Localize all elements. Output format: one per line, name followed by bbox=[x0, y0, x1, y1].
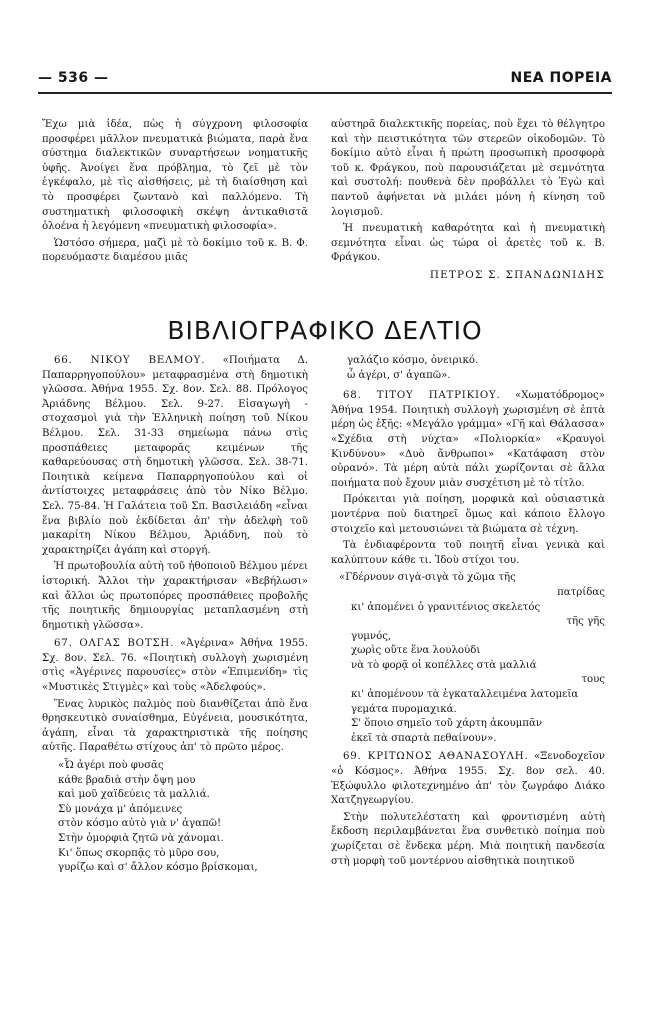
page-header bbox=[38, 66, 612, 90]
entry-heading: 68. ΤΙΤΟΥ ΠΑΤΡΙΚΙΟΥ. bbox=[343, 390, 501, 402]
poem-line: τους bbox=[581, 674, 605, 686]
entry-paragraph: Τὰ ἐνδιαφέροντα τοῦ ποιητῆ εἶναι γενικὰ καὶ καλύπτουν κάθε τι. Ἰδοὺ στίχοι του. bbox=[331, 540, 605, 566]
poem-line: γεμάτα πυρομαχικά. bbox=[351, 703, 457, 715]
essay-paragraph: Ὡστόσο σήμερα, μαζὶ μὲ τὸ δοκίμιο τοῦ κ. Β. Φ. πορευόμαστε διαμέσου μιᾶς bbox=[42, 237, 308, 264]
poem-line: Σὺ μονάχα μ' ἀπόμεινες bbox=[58, 803, 183, 815]
journal-title: ΝΕΑ ΠΟΡΕΙΑ bbox=[510, 70, 612, 86]
poem-line: κάθε βραδιὰ στὴν ὄψη μου bbox=[58, 774, 196, 786]
bottom-left-column bbox=[42, 354, 308, 880]
entry-paragraph: Στὴν πολυτελέστατη καὶ φροντισμένη αὐτὴ ἔκδοση περιλαμβάνεται ἕνα συνθετικὸ ποίημα ποὺ χωρίζεται σὲ ἕνδεκα μέρη. Μιὰ ποιητικὴ πανδεσία στὴ μορφὴ τοῦ μοντέρνου αἰσθητικὰ ποιητικοῦ bbox=[331, 811, 605, 867]
poem-line: νὰ τὸ φορᾷ οἱ κοπέλλες στὰ μαλλιά bbox=[351, 659, 537, 671]
entry-heading: 69. ΚΡΙΤΩΝΟΣ ΑΘΑΝΑΣΟΥΛΗ. bbox=[343, 751, 529, 763]
author-signature: ΠΕΤΡΟΣ Σ. ΣΠΑΝΔΩΝΙΔΗΣ bbox=[429, 268, 605, 281]
top-left-column bbox=[42, 118, 308, 268]
poem-line: Στὴν ὁμορφιὰ ζητῶ νὰ χάνομαι. bbox=[58, 833, 224, 844]
essay-paragraph: αὐστηρᾶ διαλεκτικῆς πορείας, ποὺ ἔχει τὸ θέλγητρο καὶ τὴν πειστικότητα τῶν στερεῶν οἰκοδομῶν. Τὸ δοκίμιο αὐτὸ εἶναι ἡ πρώτη προσωπικὴ προσφορὰ τοῦ κ. Φράγκου, ποὺ παρουσιάζεται μὲ σεμνότητα καὶ συστολή: πουθενὰ δὲν προβάλλει τὸ Ἐγὼ καὶ παντοῦ ἀφήνεται νὰ μιλάει μόνη ἡ κίνηση τοῦ λογισμοῦ. bbox=[331, 119, 605, 218]
header-rule bbox=[38, 92, 612, 94]
entry-paragraph: Ἡ πρωτοβουλία αὐτὴ τοῦ ἠθοποιοῦ Βέλμου μένει ἱστορική. Ἄλλοι τὴν χαρακτήρισαν «Βεβήλωσι» καὶ ἄλλοι ὡς πρωτοπόρες προσπάθειες προβολῆς τῆς ποιητικῆς δημιουργίας μεταπλασμένη στὴ δημοτικὴ γλῶσσα». bbox=[42, 561, 308, 631]
poem-line: χωρὶς οὔτε ἕνα λουλούδι bbox=[351, 645, 481, 657]
essay-paragraph: Ἔχω μιὰ ἰδέα, πὼς ἡ σύγχρονη φιλοσοφία προσφέρει μᾶλλον πνευματικὰ βιώματα, παρὰ ἕνα σύστημα διαλεκτικῶν συναρτήσεων νοηματικῆς ὑφῆς. Ἀνοίγει ἕνα πρόβλημα, τὸ ζεῖ μὲ τὸν ἐγκέφαλο, μὲ τὶς αἰσθήσεις, μὲ τὴ διαίσθηση καὶ τὸ προσφέρει ζωντανὸ καὶ παλλόμενο. Τὴ συστηματικὴ φιλοσοφικὴ σκέψη ἀντικαθιστᾶ ὁλοένα ἡ λεγόμενη «πνευματικὴ φιλοσοφία». bbox=[42, 119, 308, 233]
entry-text: «Χωματόδρομος» Ἀθήνα 1954. Ποιητικὴ συλλογὴ χωρισμένη σὲ ἑπτὰ μέρη ὡς ἑξῆς: «Μεγάλο γράμμα» «Γῆ καὶ Θάλασσα» «Σχέδια στὴ νύχτα» «Πολιορκία» «Κραυγοὶ Κινδύνου» «Δυὸ ἄνθρωποι» «Κατάφαση στὸν οὐρανό». Τὰ μέρη αὐτὰ πάλι χωρίζονται σὲ ἄλλα ποιήματα ποὺ ἔχουν μιὰν συσχέτιση μὲ τὸ τίτλο. bbox=[331, 390, 605, 489]
entry-heading: 67. ΟΛΓΑΣ ΒΟΤΣΗ. bbox=[54, 638, 175, 650]
poem-line: γυρίζω καὶ σ' ἄλλον κόσμο βρίσκομαι, bbox=[58, 862, 258, 874]
bottom-right-column bbox=[331, 354, 605, 871]
entry-paragraph: Πρόκειται γιὰ ποίηση, μορφικὰ καὶ οὐσιαστικὰ μοντέρνα ποὺ διατηρεῖ ὅμως καὶ κάποιο ἔλλογο στοιχεῖο καὶ μετουσιώνει τὰ βιώματα σὲ τέχνη. bbox=[331, 494, 605, 535]
poem-line: καὶ μοῦ χαϊδεύεις τὰ μαλλιά. bbox=[58, 789, 210, 801]
poem-line: πατρίδας bbox=[557, 586, 605, 598]
entry-paragraph: Ἕνας λυρικὸς παλμὸς ποὺ διανθίζεται ἀπὸ ἕνα θρησκευτικὸ συναίσθημα, Εὐγένεια, μουσικότητα, ἀγάπη, εἶναι τὰ χαρακτηριστικὰ τῆς ποίησης αὐτῆς. Παραθέτω στίχους ἀπ' τὸ πρῶτο μέρος. bbox=[42, 698, 308, 754]
poem-line: Σ' ὅποιο σημεῖο τοῦ χάρτη ἀκουμπᾶν bbox=[351, 718, 543, 730]
entry-text: «Ξενοδοχεῖον «ὁ Κόσμος». Ἀθήνα 1955. Σχ. 8ον σελ. 40. Ἐξώφυλλο φιλοτεχνημένο ἀπ' τὸν ζωγράφο Διάκο Χατζηγεωργίου. bbox=[331, 751, 605, 807]
entry-66 bbox=[42, 354, 308, 558]
entry-heading: 66. ΝΙΚΟΥ ΒΕΛΜΟΥ. bbox=[54, 355, 206, 366]
poem-line: κι' ἀπομένει ὁ γρανιτένιος σκελετός bbox=[351, 601, 541, 613]
page-number: — 536 — bbox=[38, 70, 109, 86]
entry-text: «Ποιήματα Δ. Παπαρρηγοπούλου» μεταφρασμένα στὴ δημοτικὴ γλῶσσα. Ἀθήνα 1955. Σχ. 8ον. Σελ. 88. Πρόλογος Ἀριάδνης Βέλμου. Σελ. 9-27. Εἰσαγωγὴ - στοχασμοὶ γιὰ τὴν Ἑλληνικὴ ποίηση τοῦ Νίκου Βέλμου. Σελ. 31-33 σημείωμα πάνω στὶς προσπάθειες μεταφορᾶς κειμένων τῆς καθαρεύουσας στὴ δημοτικὴ γλῶσσα. Σελ. 38-71. Ποιητικὰ κείμενα Παπαρρηγοπούλου καὶ οἱ ἀντίστοιχες μεταφράσεις ἀπὸ τὸν Νίκο Βέλμο. Σελ. 75-84. Ἡ Γαλάτεια τοῦ Σπ. Βασιλειάδη «εἶναι ἕνα βιβλίο ποὺ ἐκδίδεται ἀπ' τὴν ἀδελφὴ τοῦ μακαρίτη Νίκου Βέλμου, Ἀριάδνη, ποὺ τὸ χαρακτηρίζει ἀγάπη καὶ στοργή. bbox=[42, 355, 309, 556]
poem-line: ὦ ἀγέρι, σ' ἀγαπῶ». bbox=[347, 369, 451, 381]
entry-67 bbox=[42, 637, 308, 695]
poem-line: «Ὦ ἀγέρι ποὺ φυσᾶς bbox=[58, 760, 164, 772]
poem-line: τῆς γῆς bbox=[566, 616, 605, 628]
poem-line: γαλάζιο κόσμο, ὀνειρικό. bbox=[347, 355, 479, 366]
section-title: ΒΙΒΛΙΟΓΡΑΦΙΚΟ ΔΕΛΤΙΟ bbox=[167, 316, 483, 345]
entry-69 bbox=[331, 750, 605, 808]
poem-line: γυμνός, bbox=[351, 630, 392, 642]
top-right-column bbox=[331, 118, 605, 283]
poem-line: «Γδέρνουν σιγὰ-σιγὰ τὸ χῶμα τῆς bbox=[339, 572, 516, 584]
poem-excerpt bbox=[339, 571, 605, 746]
poem-excerpt-continued bbox=[347, 354, 605, 383]
poem-excerpt bbox=[58, 759, 308, 876]
poem-line: ἐκεῖ τὰ σπαρτὰ πεθαίνουν». bbox=[351, 732, 497, 744]
entry-68 bbox=[331, 389, 605, 491]
poem-line: στὸν κόσμο αὐτὸ γιὰ ν' ἀγαπῶ! bbox=[58, 818, 222, 830]
poem-line: κι' ἀπομένουν τὰ ἐγκαταλλειμένα λατομεῖα bbox=[351, 689, 579, 701]
entry-text: «Ἀγέρινα» Ἀθήνα 1955. Σχ. 8ον. Σελ. 76. «Ποιητικὴ συλλογὴ χωρισμένη στὶς «Ἀγέρινες παρουσίες» στὸν «Ἐπιμενίδη» τὶς «Μυστικὲς Στιγμὲς» καὶ τοὺς «Ἀδελφούς». bbox=[42, 638, 308, 694]
poem-line: Κι' ὅπως σκορπᾷς τὸ μῦρο σου, bbox=[58, 847, 220, 859]
essay-paragraph: Ἡ πνευματικὴ καθαρότητα καὶ ἡ πνευματικὴ σεμνότητα εἶναι ὡς τώρα οἱ ἀρετὲς τοῦ κ. Β. Φράγκου. bbox=[331, 223, 605, 264]
